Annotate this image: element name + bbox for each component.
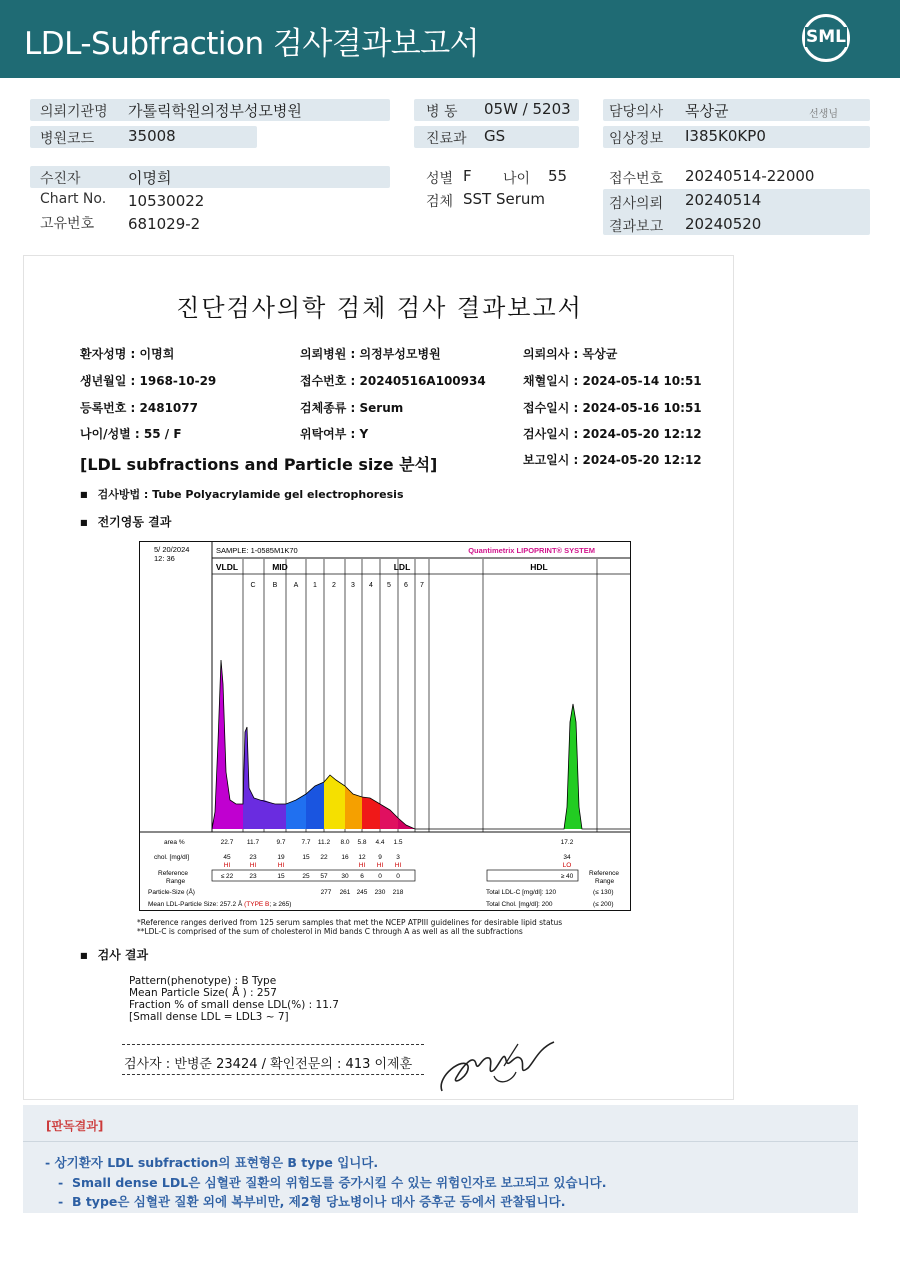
- chart-brand: Quantimetrix LIPOPRINT® SYSTEM: [468, 546, 595, 555]
- judgement-line-1: - 상기환자 LDL subfraction의 표현형은 B type 입니다.: [45, 1155, 379, 1170]
- report-date-label: 결과보고: [609, 219, 664, 235]
- meta-regno: 등록번호 : 2481077: [80, 401, 198, 415]
- total-chol-ref: (≤ 200): [593, 901, 614, 908]
- row-chol-label: chol. [mg/dl]: [154, 854, 190, 861]
- band-label-4: 4: [369, 582, 373, 589]
- trace-region: [324, 775, 345, 829]
- mean-size-line: Mean LDL-Particle Size: 257.2 Å (TYPE B; ≥ 265): [148, 901, 292, 908]
- meta-collect: 채혈일시 : 2024-05-14 10:51: [523, 374, 702, 388]
- meta-received: 접수일시 : 2024-05-16 10:51: [523, 401, 702, 415]
- receipt-value: 20240514-22000: [685, 167, 815, 185]
- ward-value: 05W / 5203: [484, 100, 571, 118]
- ref-value: 0: [378, 873, 382, 880]
- ward-label: 병 동: [426, 104, 458, 120]
- trace-region: [306, 782, 324, 829]
- group-ldl: LDL: [393, 562, 411, 572]
- report-date-value: 20240520: [685, 215, 762, 233]
- area-value: 22.7: [220, 839, 234, 846]
- ref-right-2: Range: [595, 878, 615, 885]
- request-label: 검사의뢰: [609, 196, 664, 212]
- receipt-label: 접수번호: [609, 171, 664, 187]
- band-label-5: 5: [387, 582, 391, 589]
- group-hdl: HDL: [530, 562, 548, 572]
- clinical-value: I385K0KP0: [685, 127, 766, 145]
- electro-heading: ■ 전기영동 결과: [80, 513, 171, 530]
- sex-label: 성별: [426, 171, 454, 187]
- clinical-label: 임상정보: [609, 131, 664, 147]
- chol-value: 12: [358, 854, 366, 861]
- total-chol: Total Chol. [mg/dl]: 200: [486, 901, 553, 908]
- band-label-B: B: [272, 582, 278, 589]
- chol-value: 22: [320, 854, 328, 861]
- area-value: 8.0: [340, 839, 350, 846]
- specimen-value: SST Serum: [463, 190, 546, 208]
- particle-value: 277: [320, 889, 332, 896]
- chart-date: 5/ 20/2024: [154, 545, 190, 554]
- result-pattern: Pattern(phenotype) : B Type: [129, 975, 277, 987]
- ref-value: ≥ 40: [560, 873, 574, 880]
- signature-line-top: [122, 1044, 424, 1045]
- particle-value: 245: [356, 889, 368, 896]
- area-value: 11.2: [317, 839, 331, 846]
- scanned-report: [23, 255, 734, 1100]
- meta-doctor: 의뢰의사 : 목상균: [523, 347, 618, 361]
- particle-value: 230: [374, 889, 386, 896]
- trace-region: [243, 727, 264, 829]
- meta-hospital: 의뢰병원 : 의정부성모병원: [300, 347, 441, 361]
- chol-value: 16: [341, 854, 349, 861]
- area-value: 1.5: [393, 839, 403, 846]
- total-ldl: Total LDL-C [mg/dl]: 120: [486, 889, 557, 896]
- handwritten-signature: [434, 1036, 559, 1096]
- judgement-panel: [23, 1105, 858, 1213]
- meta-birth: 생년월일 : 1968-10-29: [80, 374, 217, 388]
- judgement-title: [판독결과]: [46, 1119, 104, 1133]
- doctor-value: 목상균: [685, 102, 729, 120]
- flag-value: HI: [277, 862, 285, 869]
- signature-text: 검사자 : 반병준 23424 / 확인전문의 : 413 이제훈: [124, 1057, 413, 1072]
- chart-time: 12: 36: [154, 554, 175, 563]
- ref-right-1: Reference: [589, 870, 619, 877]
- chol-value: 19: [277, 854, 285, 861]
- electrophoresis-chart: [139, 541, 631, 911]
- judgement-line-3: - B type은 심혈관 질환 외에 복부비만, 제2형 당뇨병이나 대사 증후군 등에서 관찰됩니다.: [45, 1194, 566, 1209]
- signature-line-bottom: [122, 1074, 424, 1075]
- meta-patient-name: 환자성명 : 이명희: [80, 347, 175, 361]
- total-ldl-ref: (≤ 130): [593, 889, 614, 896]
- band-label-1: 1: [313, 582, 317, 589]
- trace-region: [345, 786, 362, 829]
- doctor-suffix: 선생님: [809, 109, 838, 120]
- flag-value: HI: [249, 862, 257, 869]
- specimen-label: 검체: [426, 194, 454, 210]
- flag-value: HI: [358, 862, 366, 869]
- result-block: [129, 975, 339, 1023]
- report-title: LDL-Subfraction 검사결과보고서: [24, 26, 480, 62]
- ref-label-2: Range: [166, 878, 186, 885]
- report-header: [0, 0, 900, 78]
- hospital-code-label: 병원코드: [40, 131, 95, 147]
- flag-value: HI: [223, 862, 231, 869]
- flag-value: HI: [394, 862, 402, 869]
- band-label-6: 6: [404, 582, 408, 589]
- institution-label: 의뢰기관명: [40, 104, 108, 120]
- area-value: 9.7: [276, 839, 286, 846]
- ref-label-1: Reference: [158, 870, 188, 877]
- group-vldl: VLDL: [215, 562, 239, 572]
- trace-region: [398, 818, 415, 829]
- area-value: 5.8: [357, 839, 367, 846]
- ref-value: 15: [277, 873, 285, 880]
- note-1: *Reference ranges derived from 125 serum samples that met the NCEP ATPIII guidelines for desirable lipid status: [137, 918, 563, 927]
- dept-label: 진료과: [426, 131, 467, 147]
- result-sdldl: [Small dense LDL = LDL3 ~ 7]: [129, 1011, 289, 1023]
- band-label-7: 7: [420, 582, 424, 589]
- area-value: 7.7: [301, 839, 311, 846]
- trace-region: [286, 794, 306, 829]
- result-fraction: Fraction % of small dense LDL(%) : 11.7: [129, 999, 339, 1011]
- note-2: **LDL-C is comprised of the sum of cholesterol in Mid bands C through A as well as all the subfractions: [137, 927, 523, 936]
- institution-value: 가톨릭학원의정부성모병원: [128, 102, 302, 120]
- chol-value: 3: [396, 854, 400, 861]
- dept-value: GS: [484, 127, 506, 145]
- result-heading: ■ 검사 결과: [80, 946, 148, 963]
- area-value: 17.2: [560, 839, 574, 846]
- meta-consign: 위탁여부 : Y: [300, 427, 369, 441]
- flag-value: HI: [376, 862, 384, 869]
- doc-title: 진단검사의학 검체 검사 결과보고서: [176, 294, 583, 322]
- request-value: 20240514: [685, 191, 762, 209]
- reference-notes: [137, 918, 562, 936]
- flag-value: LO: [562, 862, 572, 869]
- meta-reported: 보고일시 : 2024-05-20 12:12: [523, 453, 702, 467]
- id-label: 고유번호: [40, 216, 95, 232]
- sex-value: F: [463, 167, 472, 185]
- particle-label: Particle-Size (Å): [148, 889, 195, 896]
- hospital-code-value: 35008: [128, 127, 176, 145]
- row-area-label: area %: [164, 839, 185, 846]
- ref-box-left: [212, 870, 415, 881]
- ref-value: 23: [249, 873, 257, 880]
- area-value: 11.7: [246, 839, 260, 846]
- age-label: 나이: [503, 171, 531, 187]
- ref-value: 30: [341, 873, 349, 880]
- trace-outline: [212, 660, 630, 829]
- ref-value: 6: [360, 873, 364, 880]
- ref-value: 0: [396, 873, 400, 880]
- judgement-line-2: - Small dense LDL은 심혈관 질환의 위험도를 증가시킬 수 있는 위험인자로 보고되고 있습니다.: [45, 1175, 607, 1190]
- band-label-3: 3: [351, 582, 355, 589]
- result-mean-size: Mean Particle Size( Å ) : 257: [129, 987, 277, 999]
- doctor-label: 담당의사: [609, 104, 664, 120]
- ref-value: 25: [302, 873, 310, 880]
- particle-value: 218: [392, 889, 404, 896]
- trace-region: [362, 797, 380, 829]
- band-label-A: A: [293, 582, 299, 589]
- band-label-C: C: [250, 582, 256, 589]
- method-line: ■ 검사방법 : Tube Polyacrylamide gel electrophoresis: [80, 486, 404, 502]
- chart-no-label: Chart No.: [40, 191, 107, 207]
- examinee-value: 이명희: [128, 169, 172, 187]
- chol-value: 9: [378, 854, 382, 861]
- sml-logo: SML: [802, 14, 850, 62]
- meta-receipt: 접수번호 : 20240516A100934: [300, 374, 486, 388]
- area-value: 4.4: [375, 839, 385, 846]
- age-value: 55: [548, 167, 568, 185]
- chol-value: 45: [223, 854, 231, 861]
- meta-age-sex: 나이/성별 : 55 / F: [80, 427, 182, 441]
- particle-value: 261: [339, 889, 351, 896]
- ref-value: 57: [320, 873, 328, 880]
- band-label-2: 2: [332, 582, 336, 589]
- ref-value: ≤ 22: [220, 873, 234, 880]
- chol-value: 15: [302, 854, 310, 861]
- meta-specimen: 검체종류 : Serum: [300, 401, 404, 415]
- electrophoresis-svg: [140, 542, 630, 910]
- trace-region: [380, 804, 398, 829]
- chol-value: 23: [249, 854, 257, 861]
- id-value: 681029-2: [128, 215, 201, 233]
- section-title: [LDL subfractions and Particle size 분석]: [80, 455, 438, 474]
- group-mid: MID: [272, 562, 288, 572]
- examinee-label: 수진자: [40, 171, 81, 187]
- chart-sample: SAMPLE: 1-0585M1K70: [216, 546, 298, 555]
- chol-value: 34: [563, 854, 571, 861]
- meta-tested: 검사일시 : 2024-05-20 12:12: [523, 427, 702, 441]
- chart-no-value: 10530022: [128, 192, 205, 210]
